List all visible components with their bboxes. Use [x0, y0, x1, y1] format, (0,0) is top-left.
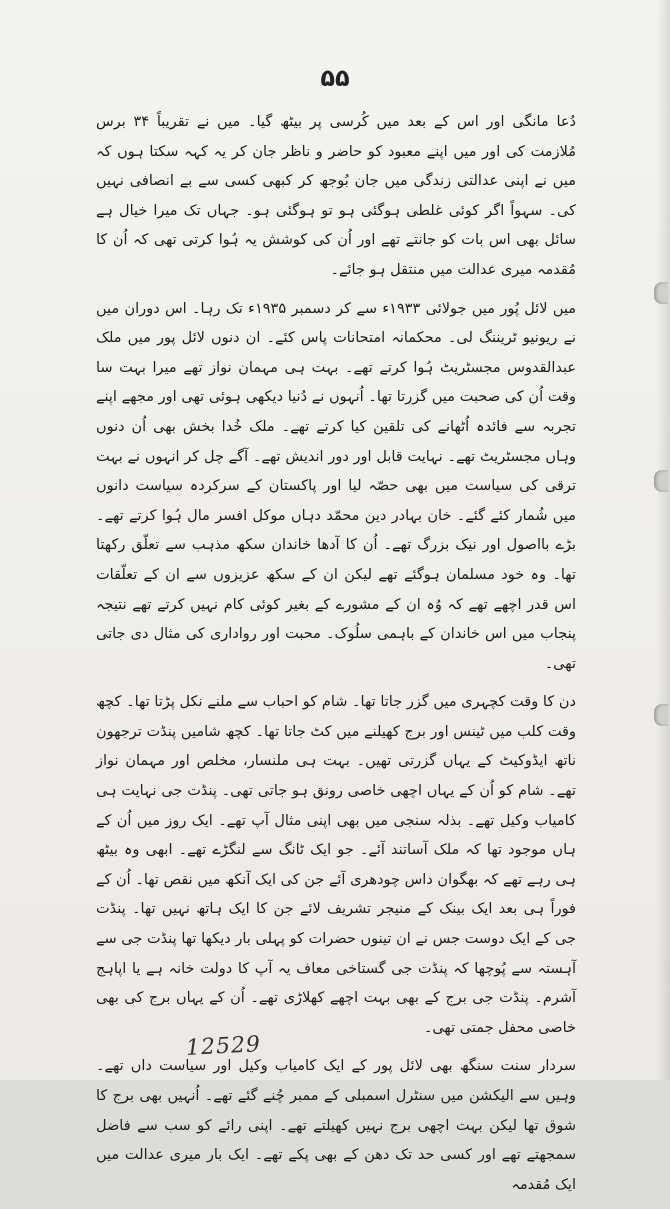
paragraph: دُعا مانگی اور اس کے بعد میں کُرسی پر بیٹھ گیا۔ میں نے تقریباً ۳۴ برس مُلازمت کی اور میں اپنے معبود کو حاضر و ناظر جان کر یہ کہہ سکتا ہوں کہ میں نے اپنی عدالتی زندگی میں جان بُوجھ کر کبھی کسی سے بے انصافی نہیں کی۔ سہواً اگر کوئی غلطی ہوگئی ہو تو ہوگئی ہو۔ جہاں تک میرا خیال ہے سائل بھی اس بات کو جانتے تھے اور اُن کی کوشش یہ ہُوا کرتی تھی کہ اُن کا مُقدمہ میری عدالت میں منتقل ہو جائے۔: [96, 114, 576, 278]
binding-hole: [654, 470, 668, 492]
page-edge-shadow: [656, 0, 670, 1080]
paragraph: سردار سنت سنگھ بھی لائل پور کے ایک کامیاب وکیل اور سیاست داں تھے۔ وہیں سے الیکشن میں سنٹرل اسمبلی کے ممبر چُنے گئے تھے۔ اُنہیں بھی برج کا شوق تھا لیکن بہت اچھی برج نہیں کھیلتے تھے۔ اپنی رائے کو سب سے فاضل سمجھتے تھے اور کسی حد تک دھن کے بھی پکے تھے۔ ایک بار میری عدالت میں ایک مُقدمہ: [96, 1058, 576, 1193]
paragraph: میں لائل پُور میں جولائی ۱۹۳۳ء سے کر دسمبر ۱۹۳۵ء تک رہا۔ اس دوران میں نے ریونیو ٹریننگ لی۔ محکمانہ امتحانات پاس کئے۔ ان دنوں لائل پور میں ملک عبدالقدوس مجسٹریٹ ہُوا کرتے تھے۔ بہت ہی مہمان نواز تھے میرا بہت سا وقت اُن کی صحبت میں گزرتا تھا۔ اُنہوں نے دُنیا دیکھی ہوئی تھی اور مجھے اپنے تجربہ سے فائدہ اُٹھانے کی تلقین کیا کرتے تھے۔ ملک خُدا بخش بھی اُن دنوں وہاں مجسٹریٹ تھے۔ نہایت قابل اور دور اندیش تھے۔ آگے چل کر انہوں نے بہت ترقی کی سیاست میں بھی حصّہ لیا اور پاکستان کے سرکردہ سیاست دانوں میں شُمار کئے گئے۔ خان بہادر دین محمّد دہاں موکل افسر مال ہُوا کرتے تھے۔ بڑے بااصول اور نیک بزرگ تھے۔ اُن کا آدھا خاندان سکھ مذہب سے تعلّق رکھتا تھا۔ وہ خود مسلمان ہوگئے تھے لیکن ان کے سکھ عزیزوں سے ان کے تعلّقات اس قدر اچھے تھے کہ وُہ ان کے مشورے کے بغیر کوئی کام نہیں کرتے تھے نتیجہ پنجاب میں اس خاندان کے باہمی سلُوک۔ محبت اور رواداری کی مثال دی جاتی تھی۔: [96, 300, 576, 672]
handwritten-note: 12529: [185, 1032, 262, 1061]
paragraph: دن کا وقت کچہری میں گزر جاتا تھا۔ شام کو احباب سے ملنے نکل پڑتا تھا۔ کچھ وقت کلب میں ٹینس اور برج کھیلنے میں کٹ جاتا تھا۔ کچھ شامیں پنڈت ترجھون ناتھ ایڈوکیٹ کے یہاں گزرتی تھیں۔ بہت ہی ملنسار، مخلص اور مہمان نواز تھے۔ شام کو اُن کے یہاں اچھی خاصی رونق ہو جاتی تھی۔ پنڈت جی نہایت ہی کامیاب وکیل تھے۔ بذلہ سنجی میں بھی اپنی مثال آپ تھے۔ ایک روز میں اُن کے ہاں موجود تھا کہ ملک آساتند آئے۔ جو ایک ٹانگ سے لنگڑے تھے۔ ابھی وہ بیٹھ ہی رہے تھے کہ بھگوان داس چودھری آئے جن کی ایک آنکھ میں نقص تھا۔ اُن کے فوراً ہی بعد ایک بینک کے منیجر تشریف لائے جن کا ایک ہاتھ نہیں تھا۔ پنڈت جی کے ایک دوست جس نے ان تینوں حضرات کو پہلی بار دیکھا تھا پنڈت جی سے آہستہ سے پُوچھا کہ پنڈت جی گستاخی معاف یہ آپ کا دولت خانہ ہے یا اپاہج آشرم۔ پنڈت جی برج کے بھی بہت اچھے کھلاڑی تھے۔ اُن کے یہاں برج کی بھی خاصی محفل جمتی تھی۔: [96, 694, 576, 1036]
binding-hole: [654, 282, 668, 304]
page-body: [96, 108, 576, 1209]
binding-hole: [654, 704, 668, 726]
page-number: ۵۵: [320, 64, 350, 92]
